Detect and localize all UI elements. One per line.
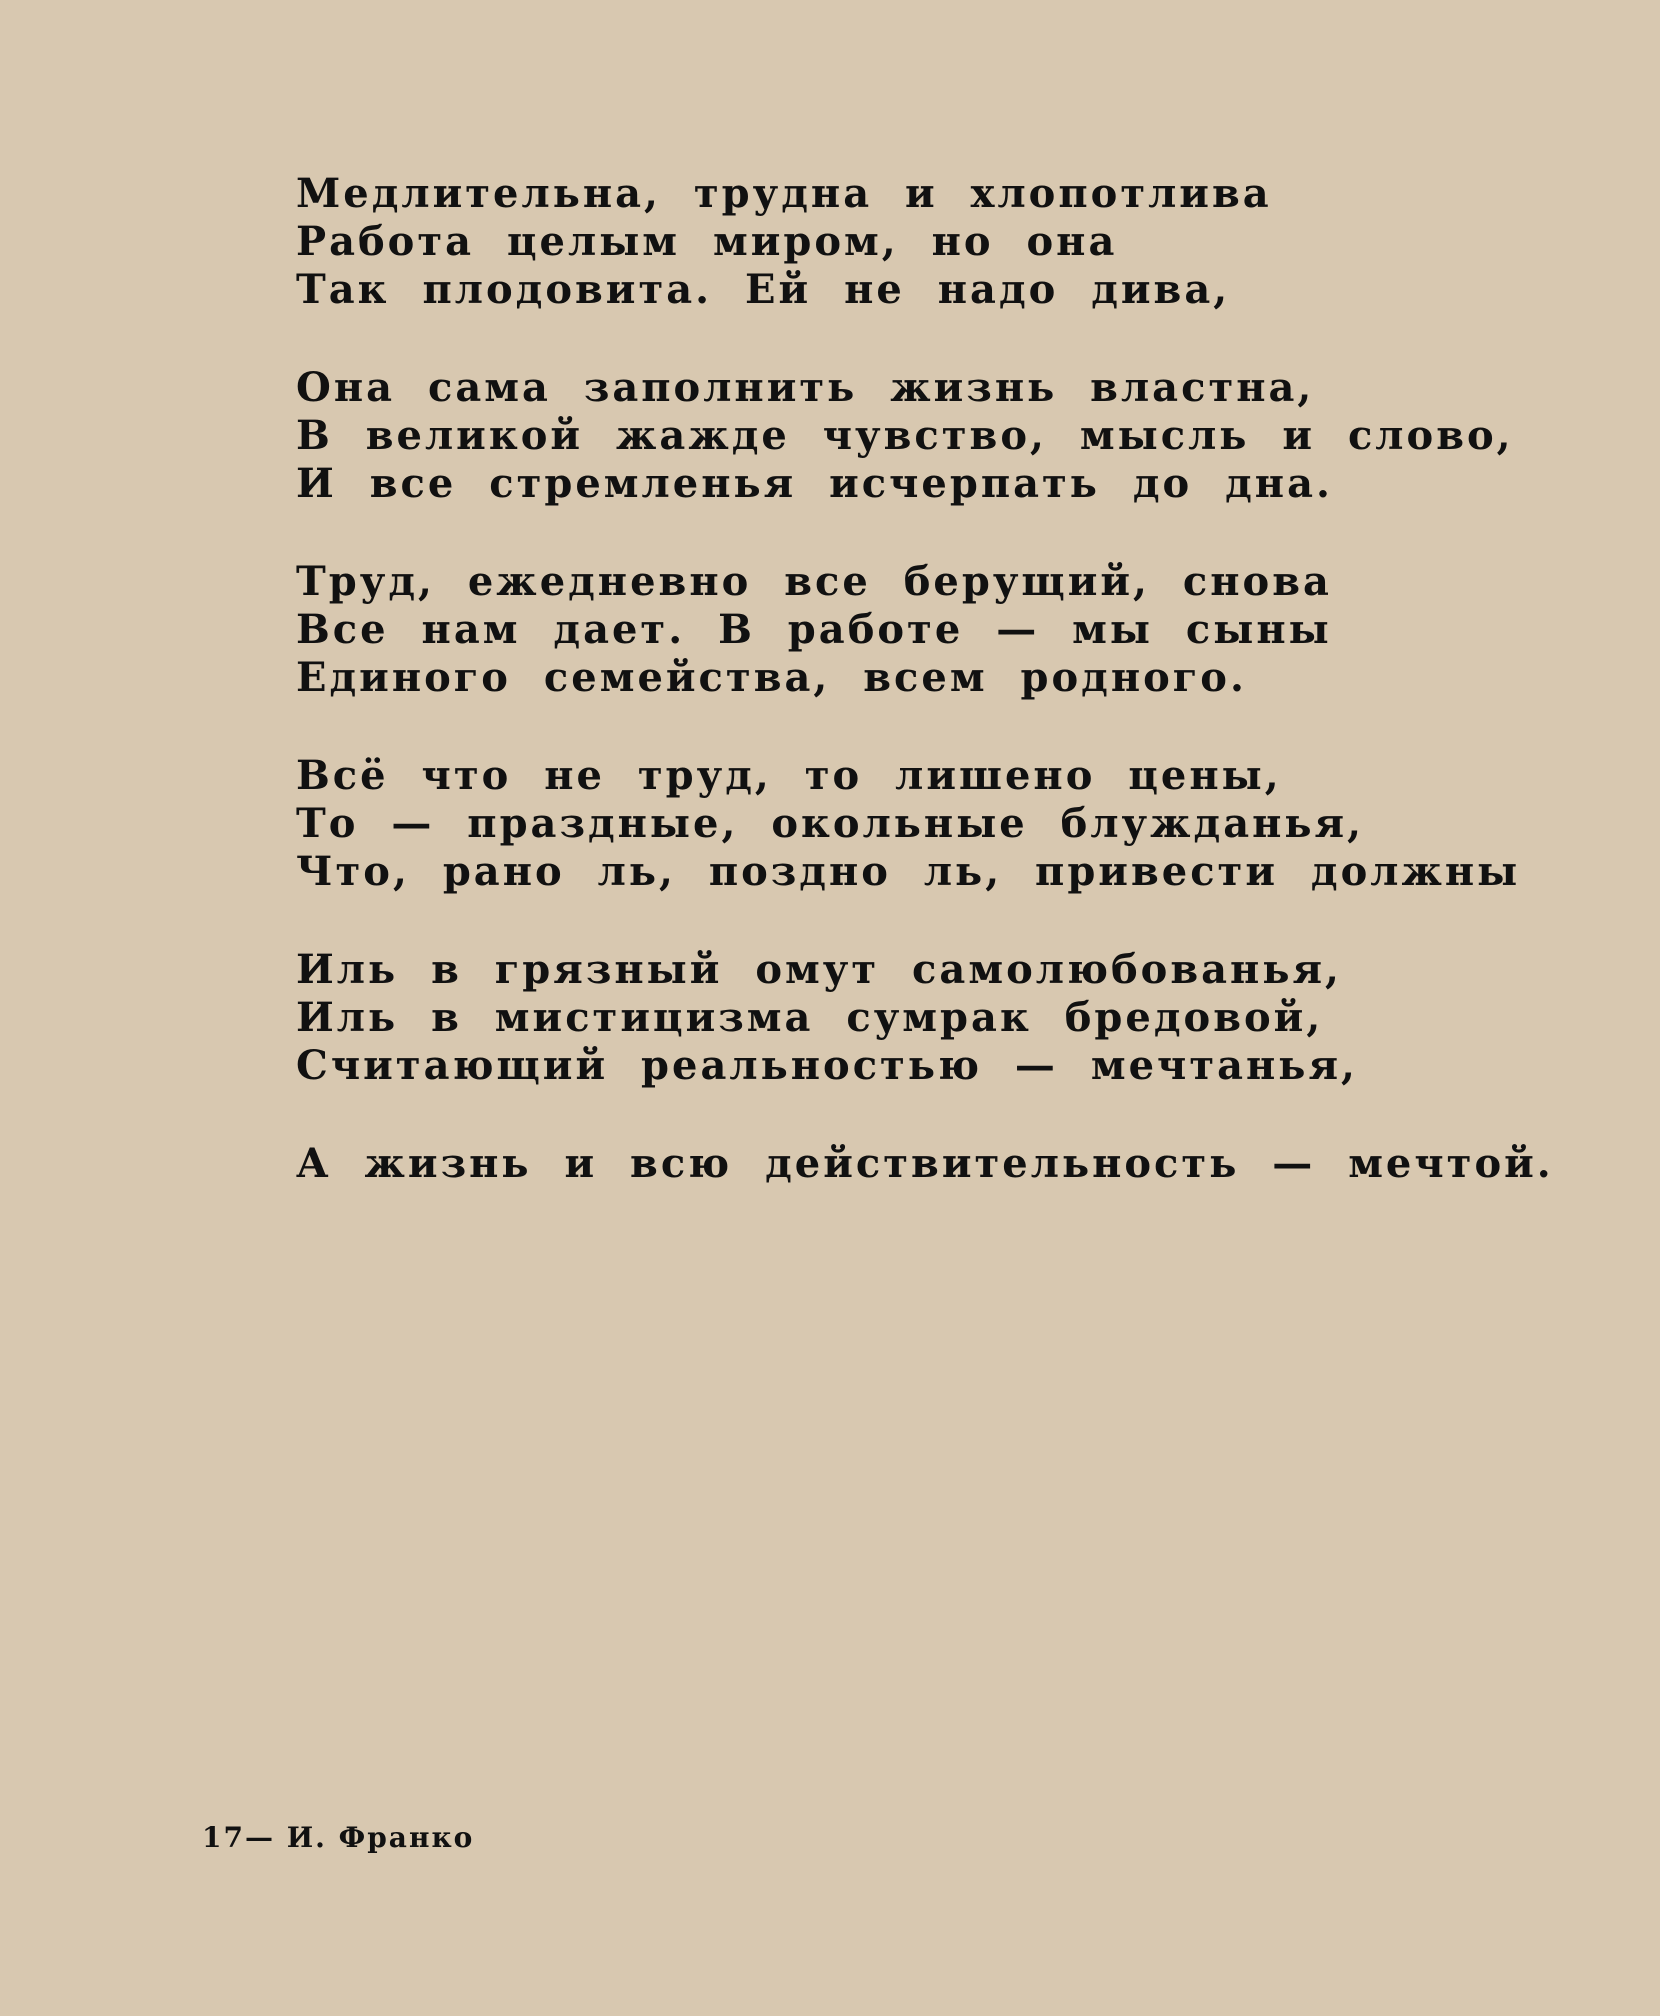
stanza-2	[296, 364, 1514, 508]
poem-line: Считающий реальностью — мечтанья,	[296, 1042, 1358, 1089]
poem-line: Она сама заполнить жизнь властна,	[296, 364, 1315, 411]
stanza-5	[296, 946, 1496, 1090]
poem-line: А жизнь и всю действительность — мечтой.	[296, 1140, 1554, 1187]
poem-line: Так плодовита. Ей не надо дива,	[296, 266, 1231, 313]
stanza-1	[296, 170, 1496, 314]
poem-line: Медлительна, трудна и хлопотлива	[296, 170, 1272, 217]
page-signature: 17— И. Франко	[202, 1821, 475, 1854]
poem-line: Труд, ежедневно все берущий, снова	[296, 558, 1332, 605]
poem-line: Работа целым миром, но она	[296, 218, 1118, 265]
stanza-6	[296, 1140, 1554, 1188]
poem-line: В великой жажде чувство, мысль и слово,	[296, 412, 1514, 459]
poem-line: Иль в грязный омут самолюбованья,	[296, 946, 1342, 993]
poem-line: Единого семейства, всем родного.	[296, 654, 1247, 701]
poem-line: Всё что не труд, то лишено цены,	[296, 752, 1282, 799]
poem-line: Все нам дает. В работе — мы сыны	[296, 606, 1332, 653]
poem-line: То — праздные, окольные блужданья,	[296, 800, 1365, 847]
poem-line: И все стремленья исчерпать до дна.	[296, 460, 1333, 507]
poem-line: Что, рано ль, поздно ль, привести должны	[296, 848, 1521, 895]
stanza-4	[296, 752, 1521, 896]
poem-text	[296, 170, 1554, 1238]
stanza-3	[296, 558, 1496, 702]
poem-line: Иль в мистицизма сумрак бредовой,	[296, 994, 1324, 1041]
